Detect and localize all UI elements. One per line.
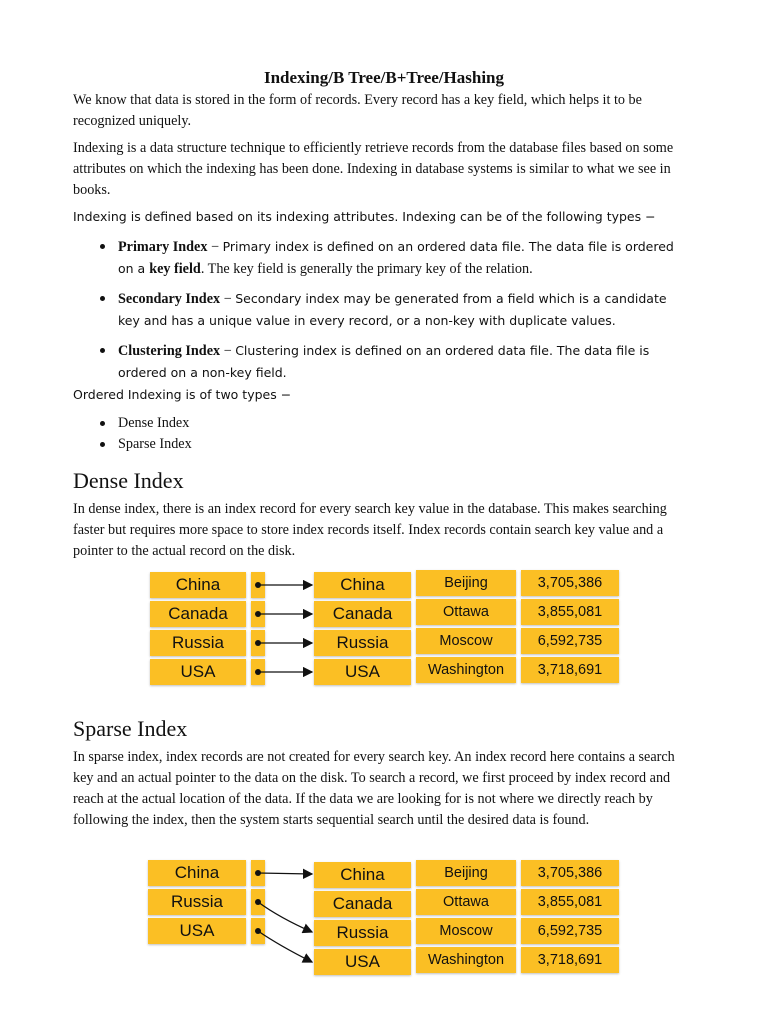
sparse-record-population: 3,855,081 <box>521 889 619 915</box>
dense-index-key: Canada <box>150 601 246 627</box>
sparse-record-population: 6,592,735 <box>521 918 619 944</box>
arrow <box>255 640 312 646</box>
dense-heading: Dense Index <box>73 468 184 493</box>
dense-record-population: 3,855,081 <box>521 599 619 625</box>
dense-paragraph: In dense index, there is an index record for every search key value in the database. This makes searching faster but requires more space to store index records itself. Index records contain search key value and a pointer to the actual record on the disk. <box>73 501 667 559</box>
dense-record-country: USA <box>314 659 411 685</box>
arrow <box>255 611 312 617</box>
sparse-heading: Sparse Index <box>73 716 188 741</box>
sparse-record-capital: Washington <box>416 947 516 973</box>
sparse-record-capital: Moscow <box>416 918 516 944</box>
ordered-intro: Ordered Indexing is of two types − <box>73 387 292 402</box>
list-item: Secondary Index − Secondary index may be generated from a field which is a candidate key and has a unique value in every record, or a non-key with duplicate values. <box>100 288 690 332</box>
sparse-record-country: USA <box>314 949 411 975</box>
sparse-record-population: 3,705,386 <box>521 860 619 886</box>
dense-record-capital: Ottawa <box>416 599 516 625</box>
list-item: Sparse Index <box>100 434 690 455</box>
dense-record-country: Canada <box>314 601 411 627</box>
arrow <box>255 928 312 962</box>
sparse-record-population: 3,718,691 <box>521 947 619 973</box>
arrow <box>255 669 312 675</box>
dense-record-country: China <box>314 572 411 598</box>
sparse-record-country: Canada <box>314 891 411 917</box>
term-clustering-index: Clustering Index <box>118 343 221 359</box>
dense-index-diagram <box>140 570 630 690</box>
sparse-pointer-arrows <box>140 858 630 978</box>
dense-record-population: 3,705,386 <box>521 570 619 596</box>
sparse-paragraph: In sparse index, index records are not created for every search key. An index record here contains a search key and an actual pointer to the data on the disk. To search a record, we first proceed by index record and reach at the actual location of the data. If the data we are looking for is not where we directly reach by following the index, then the system starts sequential search until the desired data is found. <box>73 749 675 828</box>
dense-pointer-arrows <box>140 570 630 690</box>
list-item: Clustering Index − Clustering index is defined on an ordered data file. The data file is ordered on a non-key field. <box>100 340 690 384</box>
arrow <box>255 899 312 932</box>
intro-paragraph-1: We know that data is stored in the form of records. Every record has a key field, which helps it to be recognized uniquely. <box>73 92 642 129</box>
dense-record-population: 6,592,735 <box>521 628 619 654</box>
sparse-record-country: Russia <box>314 920 411 946</box>
sparse-index-key: China <box>148 860 246 886</box>
sparse-index-key: USA <box>148 918 246 944</box>
document-title: Indexing/B Tree/B+Tree/Hashing <box>263 68 504 87</box>
list-item: Primary Index − Primary index is defined on an ordered data file. The data file is ordered on a key field. The key field is generally the primary key of the relation. <box>100 236 690 280</box>
dense-record-country: Russia <box>314 630 411 656</box>
dense-record-capital: Washington <box>416 657 516 683</box>
dense-record-population: 3,718,691 <box>521 657 619 683</box>
list-item: Dense Index <box>100 413 690 434</box>
ordered-types-list <box>100 413 690 455</box>
dense-index-key: Russia <box>150 630 246 656</box>
dense-index-key: USA <box>150 659 246 685</box>
term-primary-index: Primary Index <box>118 239 208 255</box>
intro-paragraph-3: Indexing is defined based on its indexing attributes. Indexing can be of the following types − <box>73 209 656 224</box>
sparse-index-key: Russia <box>148 889 246 915</box>
sparse-record-capital: Beijing <box>416 860 516 886</box>
dense-record-capital: Beijing <box>416 570 516 596</box>
sparse-index-diagram <box>140 858 630 978</box>
arrow <box>255 870 312 876</box>
intro-paragraph-2: Indexing is a data structure technique to efficiently retrieve records from the database files based on some attributes on which the indexing has been done. Indexing in database systems is similar to what we see in books. <box>73 140 674 198</box>
term-key-field: key field <box>149 261 201 277</box>
dense-record-capital: Moscow <box>416 628 516 654</box>
term-secondary-index: Secondary Index <box>118 291 221 307</box>
arrow <box>255 582 312 588</box>
dense-index-key: China <box>150 572 246 598</box>
sparse-record-capital: Ottawa <box>416 889 516 915</box>
sparse-record-country: China <box>314 862 411 888</box>
index-types-list <box>100 236 690 384</box>
